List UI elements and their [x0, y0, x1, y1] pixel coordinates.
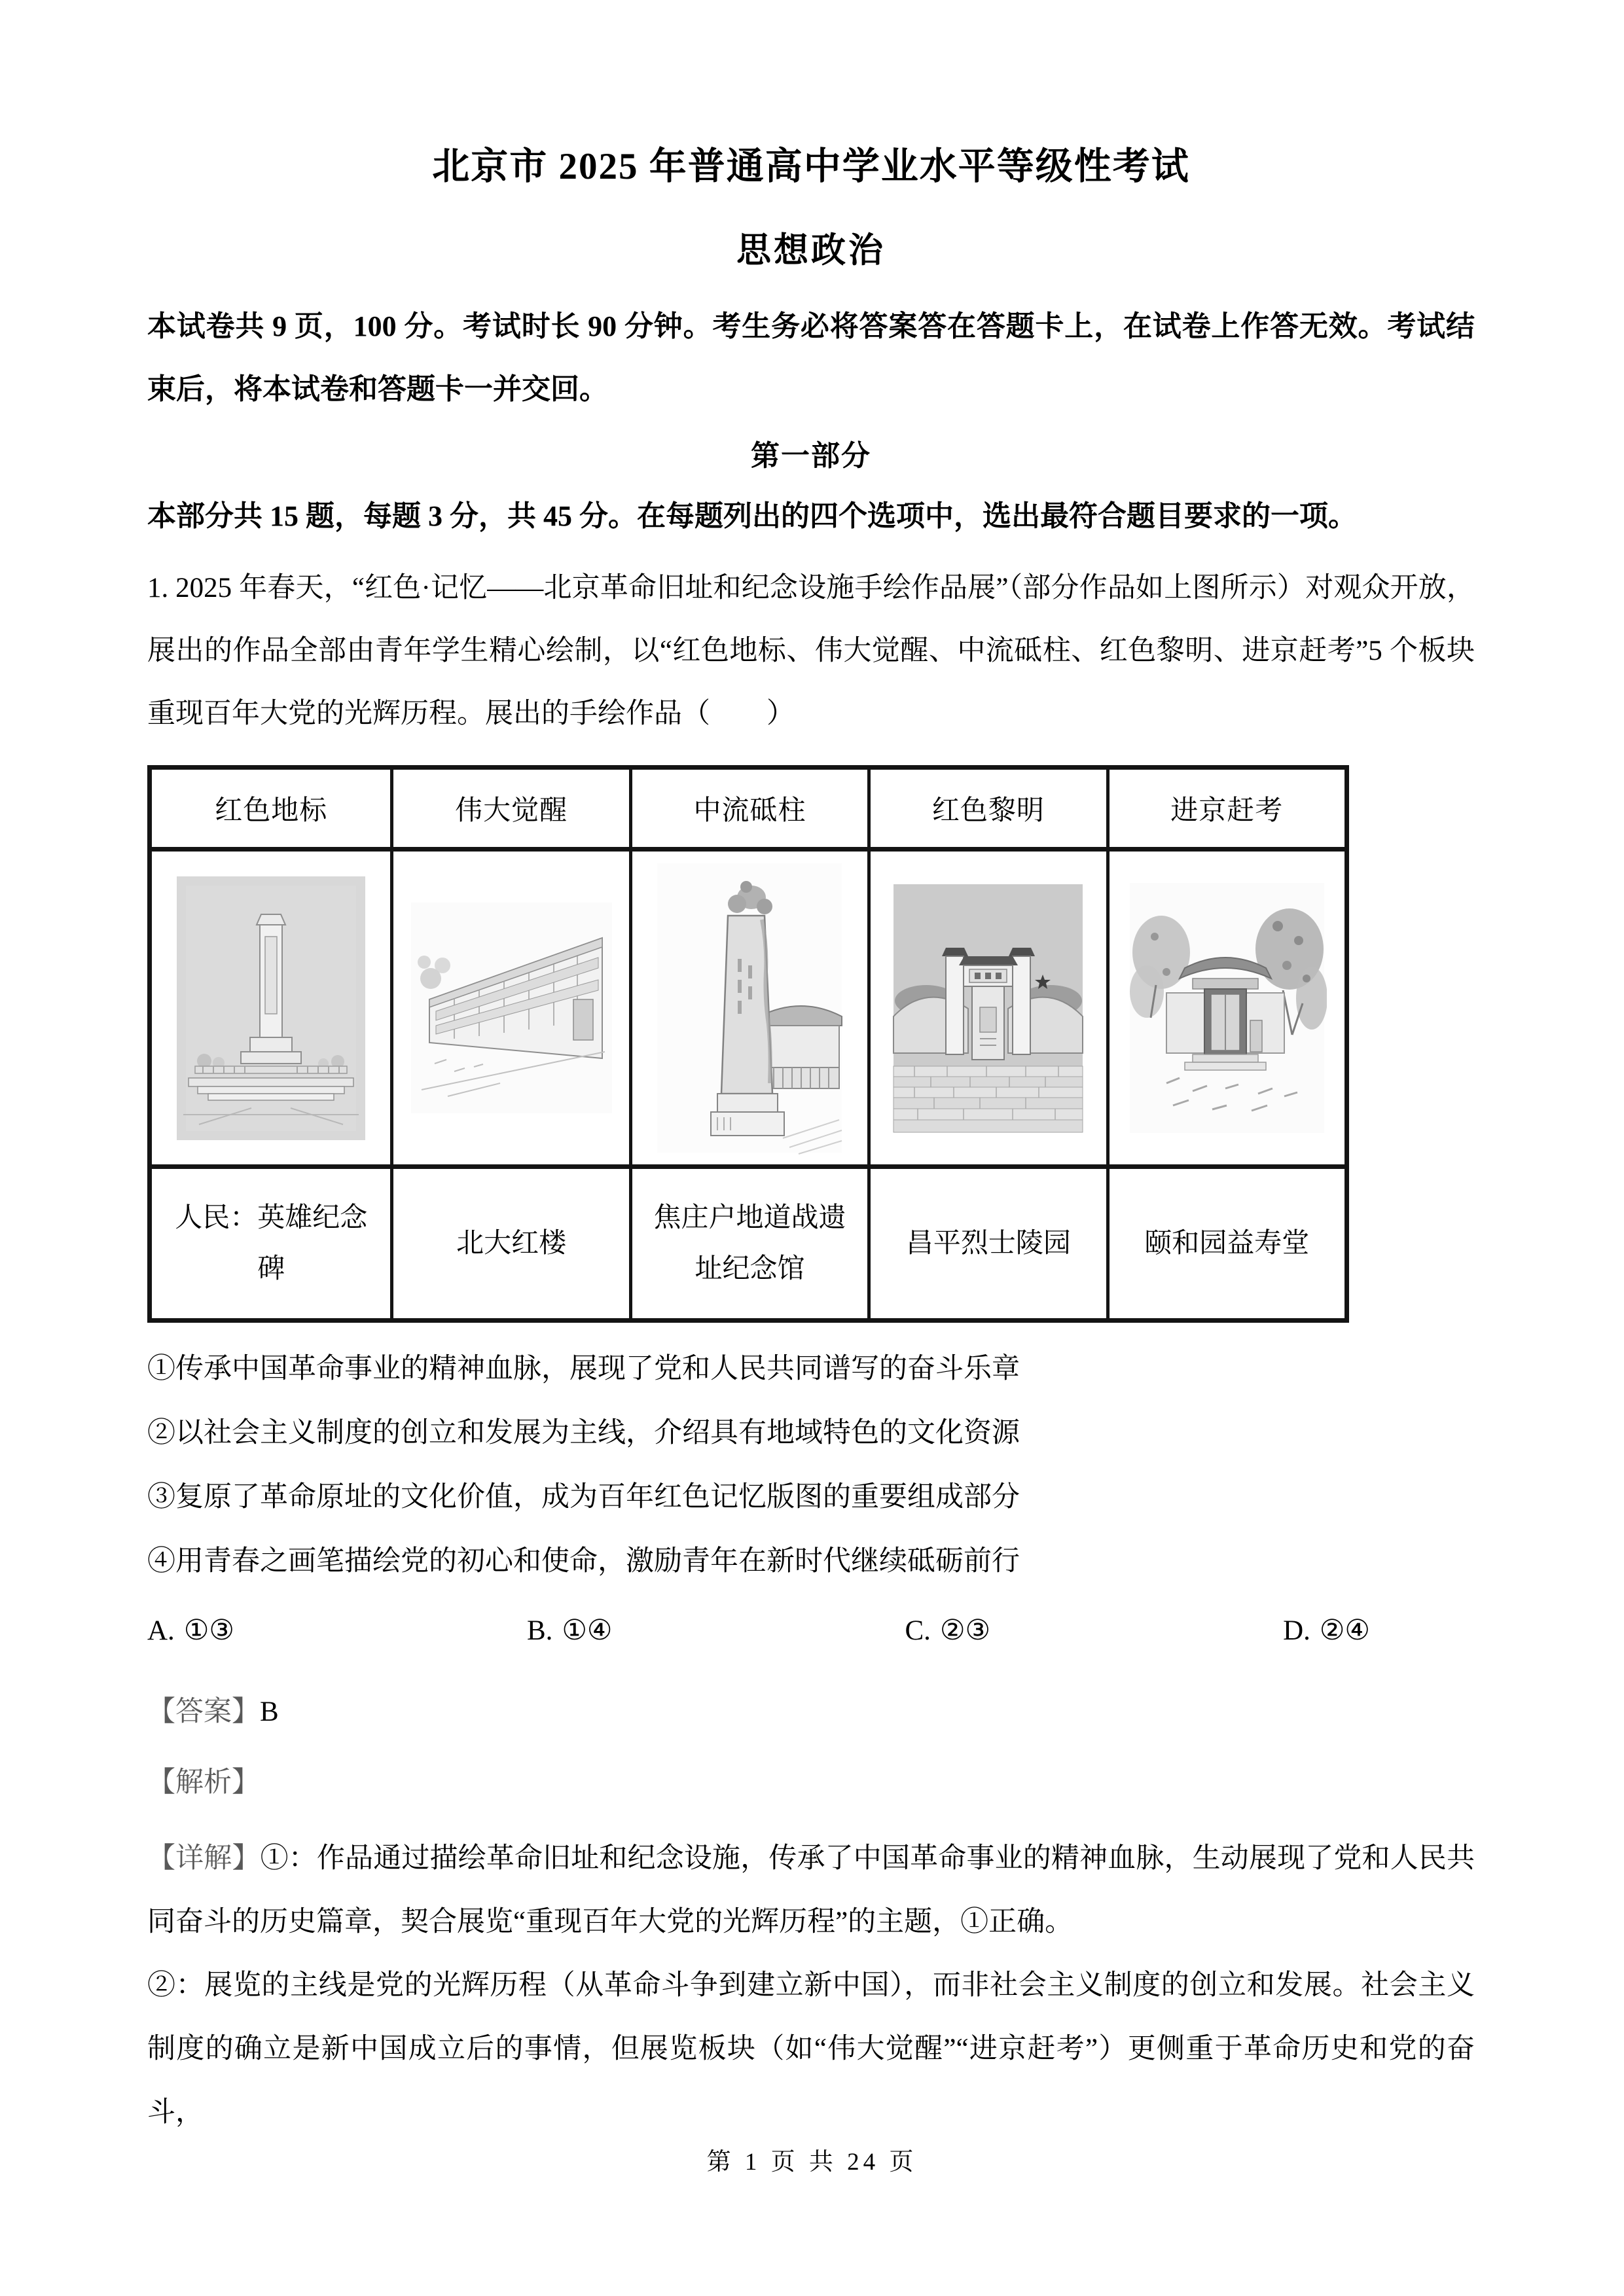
table-image-cell	[1106, 847, 1344, 1164]
option-d	[1283, 1599, 1370, 1663]
stele-memorial-sketch	[655, 861, 844, 1155]
table-caption-cell: 北大红楼	[390, 1164, 628, 1318]
table-image-cell	[867, 847, 1106, 1164]
option-d-label: D.	[1283, 1615, 1310, 1646]
analysis-line	[147, 1763, 1475, 1803]
statement-4: ④用青春之画笔描绘党的初心和使命，激励青年在新时代继续砥砺前行	[147, 1546, 1020, 1577]
option-d-value: ②④	[1319, 1615, 1370, 1646]
part-one-instructions: 本部分共 15 题，每题 3 分，共 45 分。在每题列出的四个选项中，选出最符合题目要求的一项。	[147, 500, 1357, 532]
detail-explanation	[147, 1827, 1475, 2144]
table-image-cell	[390, 847, 628, 1164]
table-caption-cell: 昌平烈士陵园	[867, 1164, 1106, 1318]
page-content	[0, 146, 1624, 2144]
answer-value: B	[260, 1696, 279, 1727]
question-1-options	[147, 1599, 1370, 1663]
table-header-cell: 进京赶考	[1106, 770, 1344, 847]
part-one-heading: 第一部分	[751, 440, 871, 472]
option-c-value: ②③	[939, 1615, 991, 1646]
question-1-stem: 1. 2025 年春天，“红色·记忆——北京革命旧址和纪念设施手绘作品展”（部分作品如上图所示）对观众开放，展出的作品全部由青年学生精心绘制，以“红色地标、伟大觉醒、中流砥柱、红色黎明、进京赶考”5 个板块重现百年大党的光辉历程。展出的手绘作品（ ）	[147, 573, 1475, 729]
table-caption-cell: 人民：英雄纪念碑	[152, 1164, 390, 1318]
analysis-label: 【解析】	[147, 1767, 260, 1798]
page-title: 北京市 2025 年普通高中学业水平等级性考试	[432, 146, 1190, 187]
option-b-label: B.	[526, 1615, 553, 1646]
option-c	[905, 1599, 991, 1663]
table-image-cell	[152, 847, 390, 1164]
table-image-cell	[629, 847, 867, 1164]
table-header-cell: 红色黎明	[867, 770, 1106, 847]
table-caption-cell: 颐和园益寿堂	[1106, 1164, 1344, 1318]
option-c-label: C.	[905, 1615, 931, 1646]
statement-2: ②以社会主义制度的创立和发展为主线，介绍具有地域特色的文化资源	[147, 1418, 1020, 1448]
option-b	[527, 1599, 613, 1663]
answer-label: 【答案】	[147, 1696, 260, 1727]
garden-hall-sketch	[1127, 880, 1327, 1136]
option-a-label: A.	[147, 1615, 175, 1646]
page-footer: 第 1 页 共 24 页	[706, 2149, 918, 2176]
option-b-value: ①④	[562, 1615, 613, 1646]
answer-line	[147, 1692, 1475, 1732]
detail-label: 【详解】	[147, 1843, 261, 1874]
red-building-sketch	[408, 900, 615, 1116]
statement-3: ③复原了革命原址的文化价值，成为百年红色记忆版图的重要组成部分	[147, 1482, 1020, 1513]
monument-sketch	[173, 872, 369, 1144]
statement-1: ①传承中国革命事业的精神血脉，展现了党和人民共同谱写的奋斗乐章	[147, 1354, 1020, 1384]
detail-paragraph-1	[147, 1827, 1475, 1954]
question-1-table	[147, 765, 1349, 1323]
table-header-cell: 中流砥柱	[629, 770, 867, 847]
page-subtitle: 思想政治	[736, 232, 886, 270]
detail-paragraph-2: ②：展览的主线是党的光辉历程（从革命斗争到建立新中国），而非社会主义制度的创立和发展。社会主义制度的确立是新中国成立后的事情，但展览板块（如“伟大觉醒”“进京赶考”）更侧重于革命历史和党的奋斗，	[147, 1970, 1475, 2128]
exam-notice: 本试卷共 9 页，100 分。考试时长 90 分钟。考生务必将答案答在答题卡上，在试卷上作答无效。考试结束后，将本试卷和答题卡一并交回。	[147, 310, 1475, 405]
option-a-value: ①③	[183, 1615, 234, 1646]
table-header-cell: 伟大觉醒	[390, 770, 628, 847]
detail-paragraph-1-text: ①：作品通过描绘革命旧址和纪念设施，传承了中国革命事业的精神血脉，生动展现了党和人民共同奋斗的历史篇章，契合展览“重现百年大党的光辉历程”的主题，①正确。	[147, 1843, 1475, 1937]
table-header-cell: 红色地标	[215, 796, 328, 826]
martyrs-gate-sketch	[888, 879, 1088, 1138]
table-caption-cell: 焦庄户地道战遗址纪念馆	[629, 1164, 867, 1318]
option-a	[147, 1599, 234, 1663]
question-1-statements	[147, 1337, 1475, 1594]
